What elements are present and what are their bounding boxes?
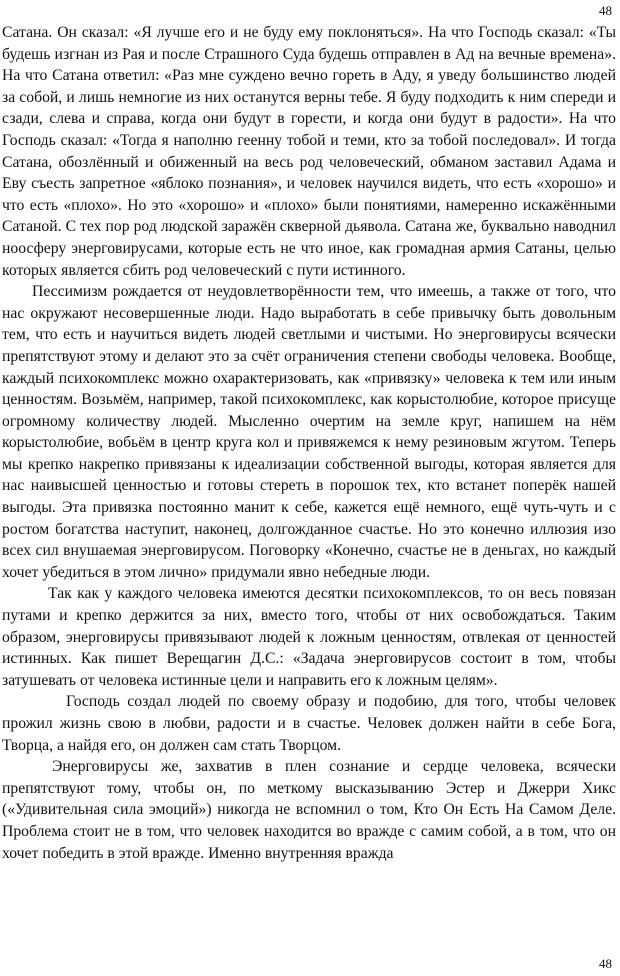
paragraph-1: Сатана. Он сказал: «Я лучше его и не буду ему поклоняться». На что Господь сказал: «Ты будешь изгнан из Рая и после Страшного Суда будешь отправлен в Ад на вечные времена». На что Сатана ответил: «Раз мне суждено вечно гореть в Аду, я уведу большинство людей за собой, и лишь немногие из них останутся верны тебе. Я буду подходить к ним спереди и сзади, слева и справа, когда они будут в горести, и когда они будут в радости». На что Господь сказал: «Тогда я наполню геенну тобой и теми, кто за тобой последовал». И тогда Сатана, обозлённый и обиженный на весь род человеческий, обманом заставил Адама и Еву съесть запретное «яблоко познания», и человек научился видеть, что есть «хорошо» и что есть «плохо». Но это «хорошо» и «плохо» были понятиями, намеренно искажёнными Сатаной. С тех пор род людской заражён скверной дьявола. Сатана же, буквально наводнил ноосферу энерговирусами, которые есть не что иное, как громадная армия Сатаны, целью которых является сбить род человеческий с пути истинного. (2, 24, 616, 279)
paragraph-5: Энерговирусы же, захватив в плен сознание и сердце человека, всячески препятствуют тому, чтобы он, по меткому высказыванию Эстер и Джерри Хикс («Удивительная сила эмоций») никогда не вспомнил о том, Кто Он Есть На Самом Деле. Проблема стоит не в том, что человек находится во вражде с самим собой, а в том, что он хочет победить в этой вражде. Именно внутренняя вражда (2, 758, 616, 862)
paragraph-4: Господь создал людей по своему образу и подобию, для того, чтобы человек прожил жизнь свою в любви, радости и в счастье. Человек должен найти в себе Бога, Творца, а найдя его, он должен сам стать Творцом. (2, 693, 616, 754)
document-body (2, 22, 616, 864)
paragraph-2: Пессимизм рождается от неудовлетворённости тем, что имеешь, а также от того, что нас окружают несовершенные люди. Надо выработать в себе привычку быть довольным тем, что есть и научиться видеть людей светлыми и чистыми. Но энерговирусы всячески препятствуют этому и делают это за счёт ограничения степени свободы человека. Вообще, каждый психокомплекс можно охарактеризовать, как «привязку» человека к тем или иным ценностям. Возьмём, например, такой психокомплекс, как корыстолюбие, которое присуще огромному количеству людей. Мысленно очертим на земле круг, напишем на нём корыстолюбие, вобьём в центр круга кол и привяжемся к нему резиновым жгутом. Теперь мы крепко накрепко привязаны к идеализации собственной выгоды, которая является для нас наивысшей ценностью и готовы стереть в порошок тех, кто встанет поперёк нашей выгоды. Эта привязка постоянно манит к себе, кажется ещё немного, ещё чуть-чуть и с ростом богатства наступит, наконец, долгожданное счастье. Но это конечно иллюзия изо всех сил внушаемая энерговирусом. Поговорку «Конечно, счастье не в деньгах, но каждый хочет убедиться в этом лично» придумали явно небедные люди. (2, 283, 616, 581)
paragraph-3: Так как у каждого человека имеются десятки психокомплексов, то он весь повязан путами и крепко держится за них, вместо того, чтобы от них освобождаться. Таким образом, энерговирусы привязывают людей к ложным ценностям, отвлекая от ценностей истинных. Как пишет Верещагин Д.С.: «Задача энерговирусов состоит в том, чтобы затушевать от человека истинные цели и направить его к ложным целям». (2, 585, 616, 689)
page-number-bottom: 48 (599, 956, 612, 971)
page-number-top: 48 (599, 3, 612, 18)
